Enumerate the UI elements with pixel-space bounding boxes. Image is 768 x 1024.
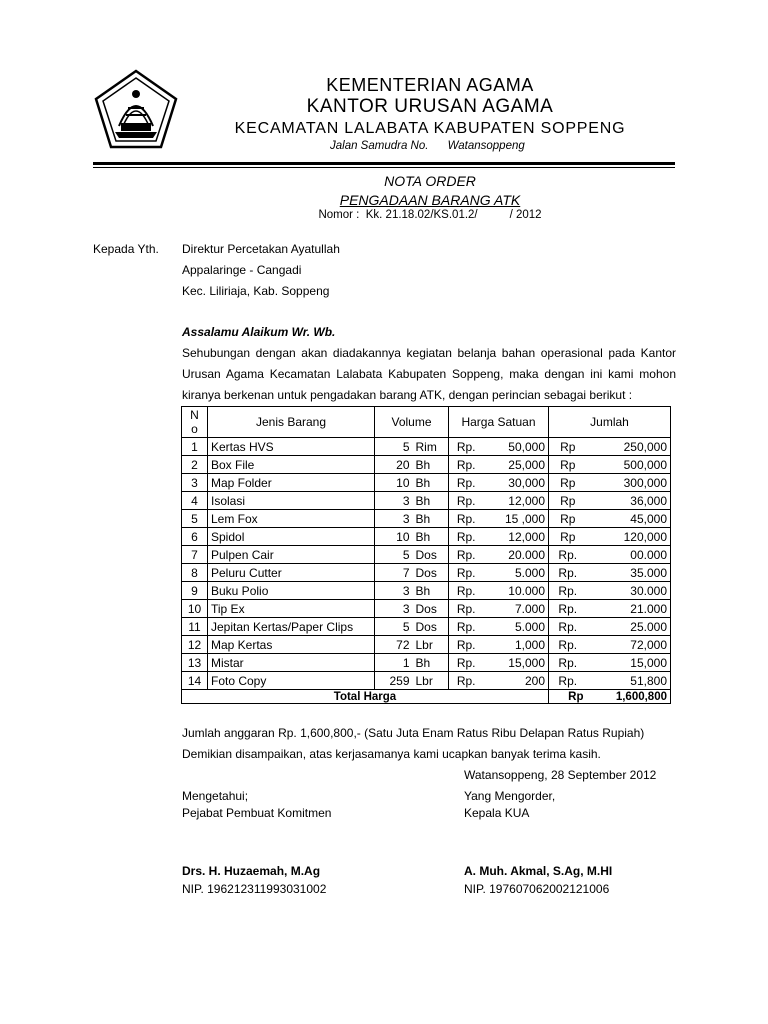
row-no: 13 [182,654,208,672]
table-row [182,510,671,528]
row-price-currency: Rp. [449,618,479,636]
row-qty: 3 [375,510,413,528]
row-total-currency: Rp [549,438,587,456]
recipient-name: Direktur Percetakan Ayatullah [182,242,340,256]
row-price-currency: Rp. [449,672,479,690]
place-date: Watansoppeng, 28 September 2012 [464,768,657,782]
row-unit-price: 1,000 [479,636,549,654]
row-unit-price: 25,000 [479,456,549,474]
row-unit: Lbr [413,636,449,654]
table-row [182,474,671,492]
row-unit: Bh [413,582,449,600]
row-unit-price: 5.000 [479,618,549,636]
header-rule-thick [93,162,675,165]
table-row [182,672,671,690]
row-total: 30.000 [587,582,671,600]
table-row [182,438,671,456]
intro-line-3: kiranya berkenan untuk pengadakan barang ATK, dengan perincian sebagai berikut : [182,388,633,402]
row-total-currency: Rp. [549,636,587,654]
header-no [182,407,208,438]
table-row [182,456,671,474]
table-header-row [182,407,671,438]
row-price-currency: Rp. [449,528,479,546]
header-no-bottom: o [191,422,198,436]
row-total: 120,000 [587,528,671,546]
table-row [182,636,671,654]
ministry-emblem-logo [93,68,179,150]
total-value: 1,600,800 [587,690,671,704]
row-unit: Lbr [413,672,449,690]
order-items-table [181,406,671,704]
row-item: Spidol [208,528,375,546]
row-unit: Bh [413,510,449,528]
row-qty: 72 [375,636,413,654]
row-unit: Dos [413,600,449,618]
row-price-currency: Rp. [449,546,479,564]
row-total: 35.000 [587,564,671,582]
row-qty: 20 [375,456,413,474]
row-item: Map Kertas [208,636,375,654]
row-total-currency: Rp. [549,672,587,690]
row-item: Isolasi [208,492,375,510]
row-unit: Rim [413,438,449,456]
header-total: Jumlah [549,407,671,438]
row-total-currency: Rp [549,492,587,510]
table-row [182,546,671,564]
row-no: 12 [182,636,208,654]
row-unit-price: 20.000 [479,546,549,564]
row-price-currency: Rp. [449,600,479,618]
row-unit-price: 50,000 [479,438,549,456]
row-unit: Dos [413,546,449,564]
row-unit-price: 15 ,000 [479,510,549,528]
row-no: 2 [182,456,208,474]
row-unit: Dos [413,618,449,636]
row-total: 15,000 [587,654,671,672]
intro-paragraph [182,343,676,406]
row-total-currency: Rp [549,474,587,492]
row-item: Peluru Cutter [208,564,375,582]
sig-right-nip: NIP. 197607062002121006 [464,882,610,896]
row-unit: Bh [413,456,449,474]
row-qty: 10 [375,474,413,492]
row-total: 25.000 [587,618,671,636]
table-row [182,582,671,600]
row-qty: 5 [375,438,413,456]
row-item: Buku Polio [208,582,375,600]
row-qty: 259 [375,672,413,690]
document-number: Nomor : Kk. 21.18.02/KS.01.2/ / 2012 [318,209,542,221]
row-price-currency: Rp. [449,654,479,672]
sig-left-nip: NIP. 196212311993031002 [182,882,327,896]
row-no: 3 [182,474,208,492]
header-ministry: KEMENTERIAN AGAMA [326,75,534,95]
row-no: 9 [182,582,208,600]
total-label: Total Harga [182,690,549,704]
row-price-currency: Rp. [449,492,479,510]
row-no: 10 [182,600,208,618]
row-qty: 7 [375,564,413,582]
row-item: Lem Fox [208,510,375,528]
row-total: 36,000 [587,492,671,510]
sig-left-line2: Pejabat Pembuat Komitmen [182,806,332,820]
row-total: 00.000 [587,546,671,564]
row-total: 500,000 [587,456,671,474]
row-no: 11 [182,618,208,636]
row-unit-price: 30,000 [479,474,549,492]
table-row [182,654,671,672]
row-item: Jepitan Kertas/Paper Clips [208,618,375,636]
header-office: KANTOR URUSAN AGAMA [306,96,554,117]
sig-right-line1: Yang Mengorder, [464,789,556,803]
header-volume: Volume [375,407,449,438]
row-total-currency: Rp [549,510,587,528]
header-address: Jalan Samudra No. Watansoppeng [330,140,525,152]
row-item: Foto Copy [208,672,375,690]
budget-amount: Jumlah anggaran Rp. 1,600,800,- (Satu Juta Enam Ratus Ribu Delapan Ratus Rupiah) [182,726,645,740]
row-unit-price: 5.000 [479,564,549,582]
sig-left-line1: Mengetahui; [182,789,249,803]
row-total-currency: Rp. [549,546,587,564]
row-unit: Bh [413,492,449,510]
document-title: NOTA ORDER [384,173,476,189]
row-qty: 5 [375,546,413,564]
row-qty: 3 [375,492,413,510]
row-total: 250,000 [587,438,671,456]
row-item: Box File [208,456,375,474]
row-unit: Bh [413,654,449,672]
intro-line-1: Sehubungan dengan akan diadakannya kegiatan belanja bahan operasional pada Kantor [182,346,676,360]
recipient-district: Kec. Liliriaja, Kab. Soppeng [182,284,330,298]
row-item: Pulpen Cair [208,546,375,564]
intro-line-2: Urusan Agama Kecamatan Lalabata Kabupaten Soppeng, maka dengan ini kami mohon [182,367,676,381]
closing-thanks: Demikian disampaikan, atas kerjasamanya kami ucapkan banyak terima kasih. [182,747,601,761]
row-price-currency: Rp. [449,456,479,474]
row-price-currency: Rp. [449,474,479,492]
table-row [182,564,671,582]
table-row [182,528,671,546]
row-total: 72,000 [587,636,671,654]
header-rule-thin [93,167,675,168]
row-total-currency: Rp [549,456,587,474]
row-price-currency: Rp. [449,636,479,654]
row-item: Mistar [208,654,375,672]
total-rp: Rp [549,690,587,704]
row-price-currency: Rp. [449,582,479,600]
table-row [182,492,671,510]
row-total: 45,000 [587,510,671,528]
row-no: 4 [182,492,208,510]
row-total: 51,800 [587,672,671,690]
sig-right-line2: Kepala KUA [464,806,530,820]
row-total-currency: Rp [549,528,587,546]
row-price-currency: Rp. [449,438,479,456]
row-total-currency: Rp. [549,618,587,636]
row-qty: 5 [375,618,413,636]
row-unit-price: 15,000 [479,654,549,672]
row-no: 7 [182,546,208,564]
row-no: 14 [182,672,208,690]
header-unit-price: Harga Satuan [449,407,549,438]
row-no: 6 [182,528,208,546]
signature-left [182,789,331,896]
recipient-label: Kepada Yth. [93,242,159,256]
row-no: 1 [182,438,208,456]
header-district: KECAMATAN LALABATA KABUPATEN SOPPENG [234,120,626,137]
row-price-currency: Rp. [449,564,479,582]
row-item: Kertas HVS [208,438,375,456]
row-unit-price: 200 [479,672,549,690]
row-unit-price: 12,000 [479,492,549,510]
row-qty: 3 [375,600,413,618]
row-price-currency: Rp. [449,510,479,528]
row-unit-price: 7.000 [479,600,549,618]
row-no: 8 [182,564,208,582]
row-total-currency: Rp. [549,654,587,672]
greeting: Assalamu Alaikum Wr. Wb. [182,325,336,339]
row-item: Map Folder [208,474,375,492]
row-qty: 3 [375,582,413,600]
row-unit: Dos [413,564,449,582]
table-row [182,618,671,636]
signature-right [464,789,612,896]
header-item: Jenis Barang [208,407,375,438]
recipient-address: Appalaringe - Cangadi [182,263,302,277]
row-total-currency: Rp. [549,582,587,600]
table-total-row [182,690,671,704]
row-qty: 10 [375,528,413,546]
row-qty: 1 [375,654,413,672]
row-unit: Bh [413,528,449,546]
row-item: Tip Ex [208,600,375,618]
header-no-top: N [190,408,199,422]
row-total-currency: Rp. [549,600,587,618]
document-subtitle: PENGADAAN BARANG ATK [339,192,521,208]
table-row [182,600,671,618]
row-no: 5 [182,510,208,528]
sig-right-name: A. Muh. Akmal, S.Ag, M.HI [464,864,613,878]
sig-left-name: Drs. H. Huzaemah, M.Ag [182,864,321,878]
row-total: 21.000 [587,600,671,618]
row-unit-price: 12,000 [479,528,549,546]
row-unit-price: 10.000 [479,582,549,600]
row-unit: Bh [413,474,449,492]
row-total-currency: Rp. [549,564,587,582]
row-total: 300,000 [587,474,671,492]
